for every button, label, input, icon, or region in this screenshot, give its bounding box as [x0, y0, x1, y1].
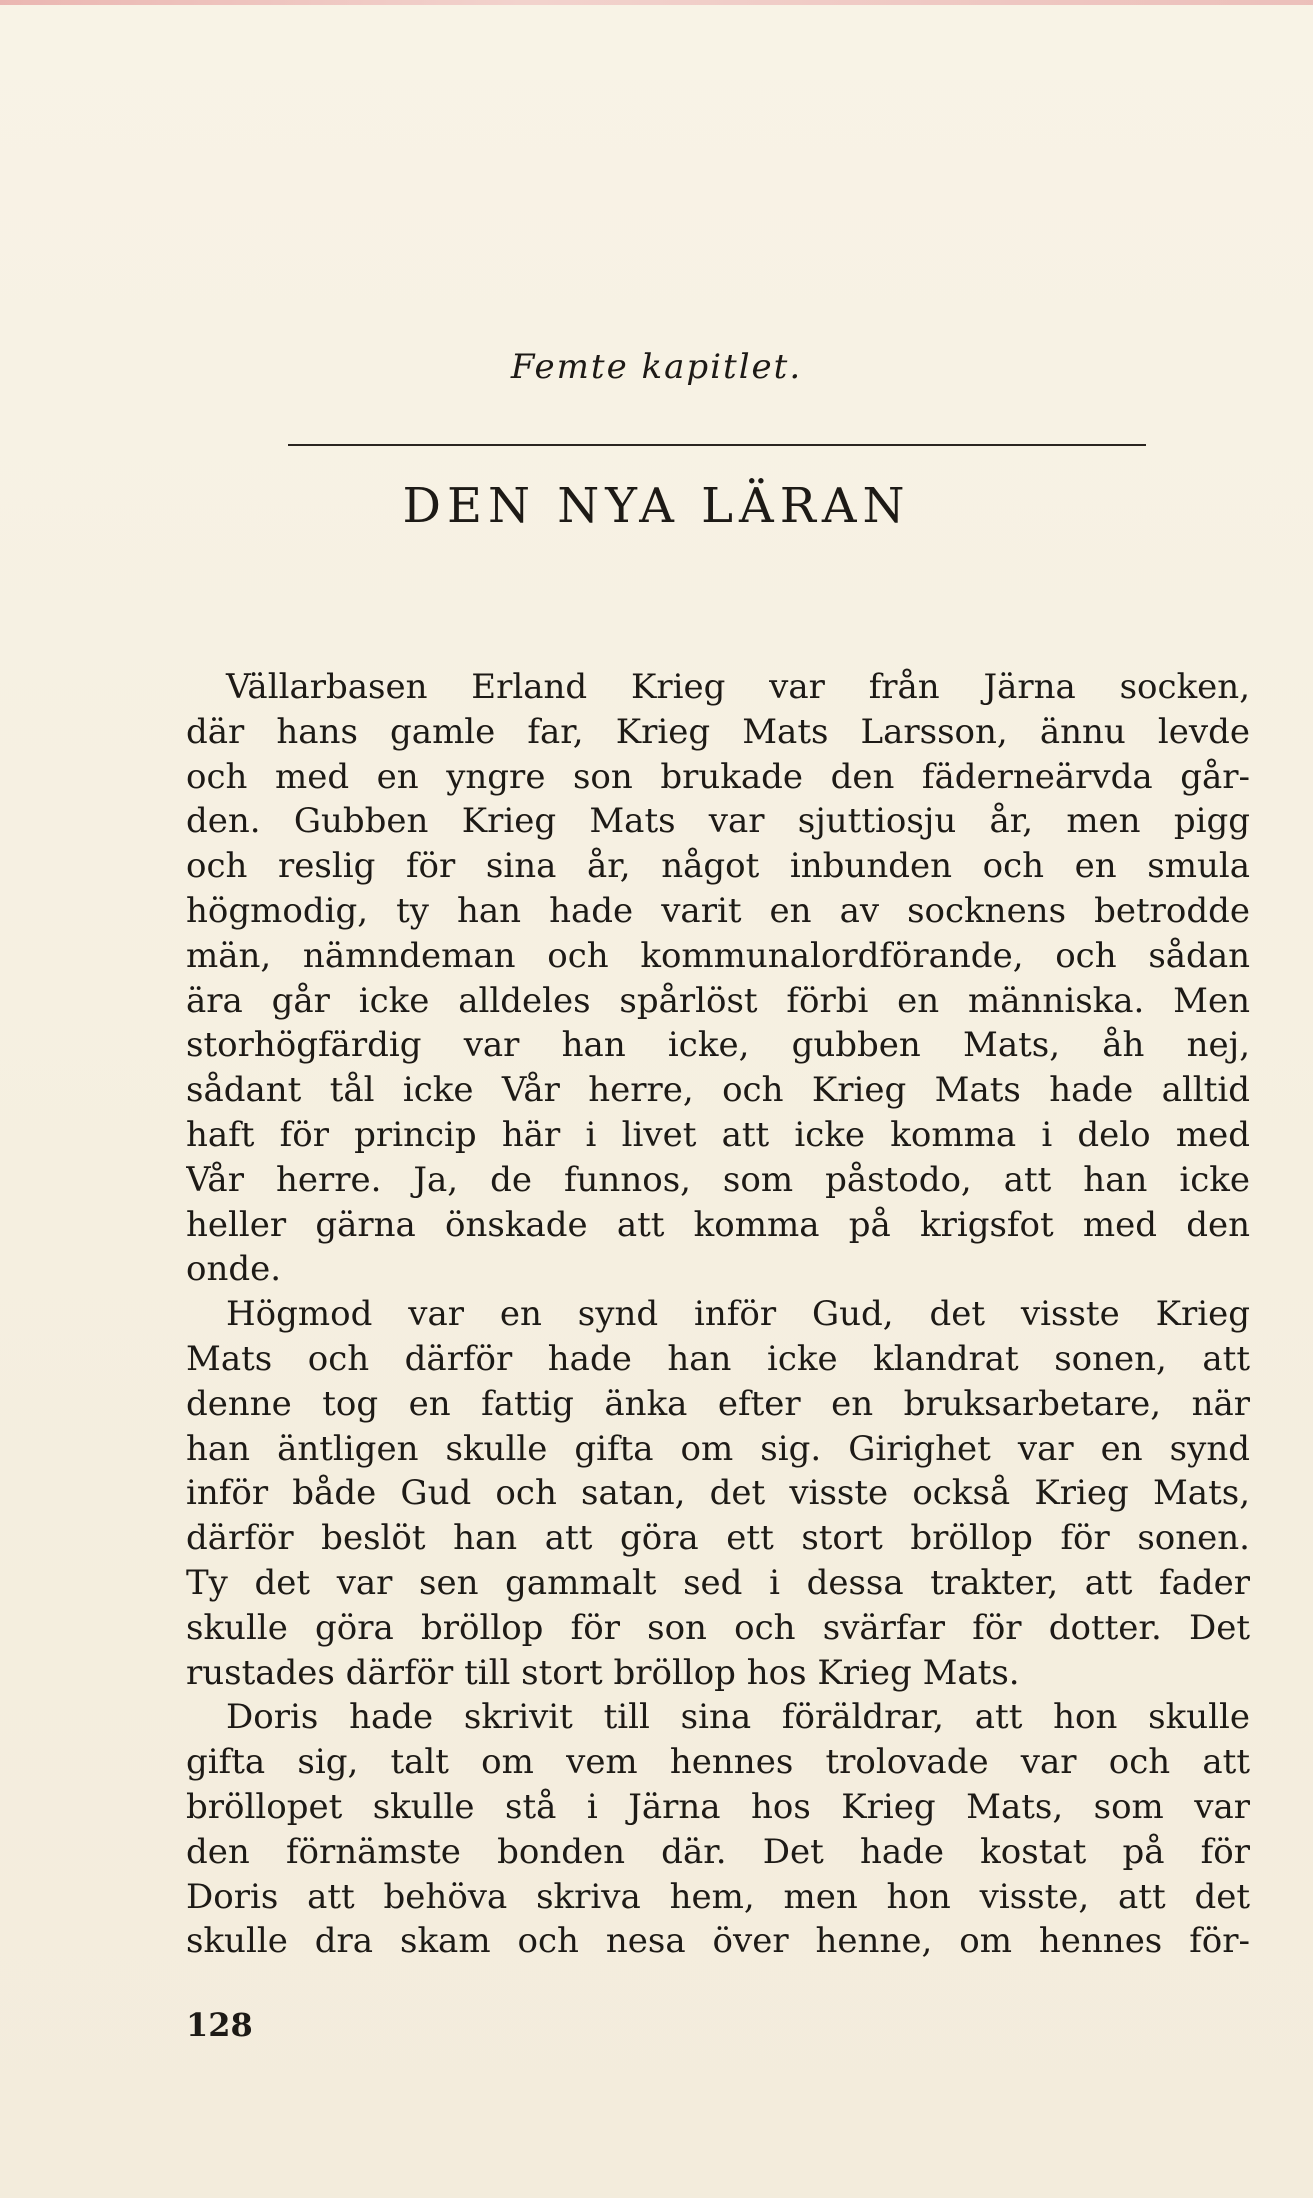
heading-rule [288, 444, 1146, 446]
chapter-heading: Femte kapitlet. [510, 347, 803, 387]
body-text [186, 665, 1250, 1964]
text-line: han äntligen skulle gifta om sig. Girighet var en synd [186, 1428, 1250, 1469]
text-line: Vår herre. Ja, de funnos, som påstodo, att han icke [186, 1159, 1250, 1200]
page-top-edge [0, 0, 1313, 5]
text-line: Högmod var en synd inför Gud, det visste Krieg [226, 1294, 1250, 1335]
text-line: ära går icke alldeles spårlöst förbi en människa. Men [186, 980, 1250, 1021]
text-line: Mats och därför hade han icke klandrat sonen, att [186, 1338, 1250, 1379]
text-line: skulle göra bröllop för son och svärfar för dotter. Det [186, 1607, 1250, 1648]
text-line: heller gärna önskade att komma på krigsfot med den [186, 1204, 1250, 1245]
text-line: inför både Gud och satan, det visste också Krieg Mats, [186, 1473, 1250, 1514]
text-line: den. Gubben Krieg Mats var sjuttiosju år, men pigg [186, 801, 1250, 842]
text-line: högmodig, ty han hade varit en av socknens betrodde [186, 890, 1250, 931]
chapter-title: DEN NYA LÄRAN [402, 478, 911, 534]
text-line: Ty det var sen gammalt sed i dessa trakter, att fader [186, 1562, 1250, 1603]
text-line: gifta sig, talt om vem hennes trolovade var och att [186, 1742, 1250, 1783]
text-line: onde. [186, 1249, 282, 1290]
text-line: därför beslöt han att göra ett stort bröllop för sonen. [186, 1518, 1250, 1559]
text-line: och reslig för sina år, något inbunden och en smula [186, 846, 1250, 887]
text-line: denne tog en fattig änka efter en bruksarbetare, när [186, 1383, 1250, 1424]
page-number: 128 [186, 2006, 253, 2044]
text-line: och med en yngre son brukade den fäderneärvda går- [186, 756, 1250, 797]
text-line: bröllopet skulle stå i Järna hos Krieg Mats, som var [186, 1786, 1250, 1827]
text-line: där hans gamle far, Krieg Mats Larsson, ännu levde [186, 711, 1250, 752]
text-line: storhögfärdig var han icke, gubben Mats, åh nej, [186, 1025, 1250, 1066]
text-line: Doris hade skrivit till sina föräldrar, att hon skulle [226, 1697, 1250, 1738]
text-line: haft för princip här i livet att icke komma i delo med [186, 1114, 1250, 1155]
text-line: den förnämste bonden där. Det hade kostat på för [186, 1831, 1250, 1872]
text-line: Doris att behöva skriva hem, men hon visste, att det [186, 1876, 1250, 1917]
text-line: Vällarbasen Erland Krieg var från Järna socken, [226, 667, 1250, 707]
text-line: rustades därför till stort bröllop hos Krieg Mats. [186, 1652, 1020, 1693]
text-line: män, nämndeman och kommunalordförande, och sådan [186, 935, 1250, 976]
text-line: sådant tål icke Vår herre, och Krieg Mats hade alltid [186, 1070, 1250, 1111]
text-line: skulle dra skam och nesa över henne, om hennes för- [186, 1921, 1250, 1962]
